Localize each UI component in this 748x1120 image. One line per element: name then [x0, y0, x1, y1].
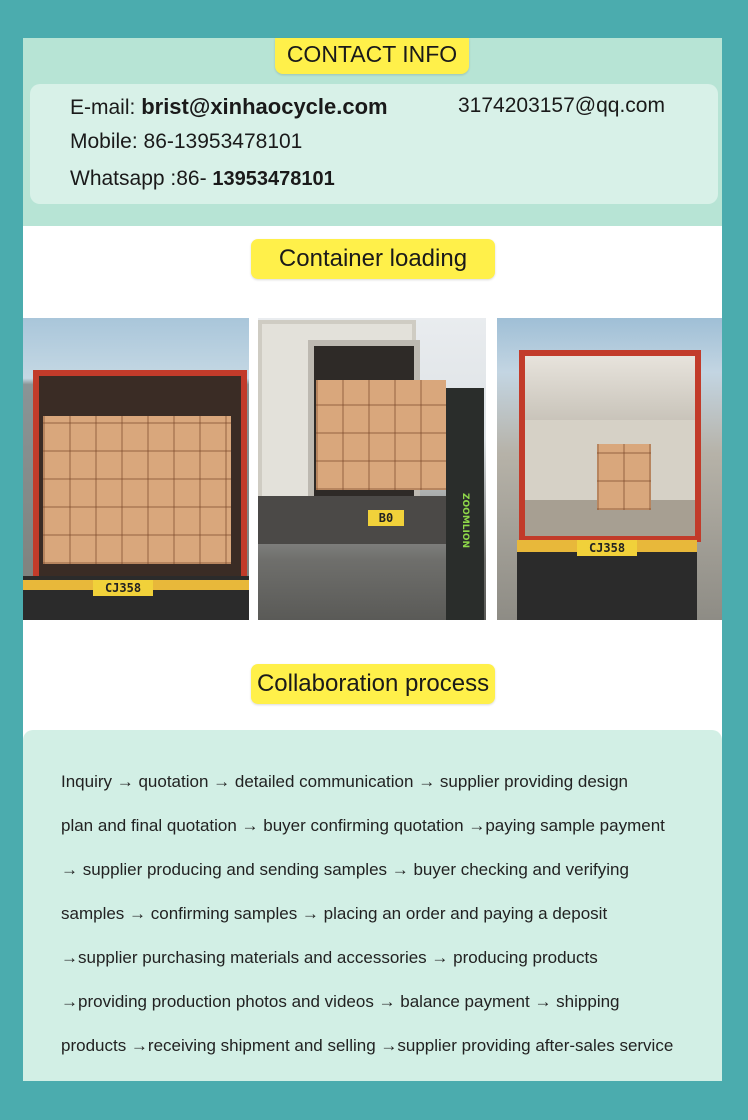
container-photo-3	[497, 318, 722, 620]
process-line-4: samples → confirming samples → placing an order and paying a deposit	[61, 904, 608, 923]
email-line	[70, 94, 388, 120]
whatsapp-label: Whatsapp :86-	[70, 167, 207, 190]
collaboration-process-card	[23, 730, 722, 1081]
license-plate: CJ358	[577, 540, 637, 556]
cargo-boxes	[597, 444, 651, 510]
contact-info-heading: CONTACT INFO	[275, 38, 469, 74]
truck-chassis	[258, 496, 448, 544]
container-ceiling	[525, 356, 695, 420]
qq-email-link[interactable]: 3174203157@qq.com	[458, 94, 665, 117]
contact-section	[23, 38, 722, 226]
collaboration-heading: Collaboration process	[251, 664, 495, 704]
contact-info-card	[30, 84, 718, 204]
whatsapp-line	[70, 167, 335, 191]
process-line-3: → supplier producing and sending samples → buyer checking and verifying	[61, 860, 629, 879]
container-photo-2	[258, 318, 486, 620]
process-line-6: →providing production photos and videos → balance payment → shipping	[61, 992, 620, 1011]
container-frame	[33, 370, 247, 582]
email-label: E-mail:	[70, 96, 136, 119]
process-line-7: products →receiving shipment and selling →supplier providing after-sales service	[61, 1036, 674, 1055]
license-plate: B0	[368, 510, 404, 526]
process-line-1: Inquiry → quotation → detailed communication → supplier providing design	[61, 772, 628, 791]
container-frame	[519, 350, 701, 542]
license-plate: CJ358	[93, 580, 153, 596]
process-line-5: →supplier purchasing materials and accessories → producing products	[61, 948, 598, 967]
cargo-boxes	[316, 380, 446, 490]
container-loading-heading: Container loading	[251, 239, 495, 279]
container-photo-1	[23, 318, 249, 620]
whatsapp-number[interactable]: 13953478101	[212, 168, 335, 190]
forklift-brand: ZOOMLION	[460, 493, 470, 549]
cargo-boxes	[43, 416, 231, 564]
product-detail-page	[23, 38, 722, 1081]
mobile-line: Mobile: 86-13953478101	[70, 130, 303, 153]
process-line-2: plan and final quotation → buyer confirming quotation →paying sample payment	[61, 816, 665, 835]
email-link[interactable]: brist@xinhaocycle.com	[141, 94, 388, 119]
